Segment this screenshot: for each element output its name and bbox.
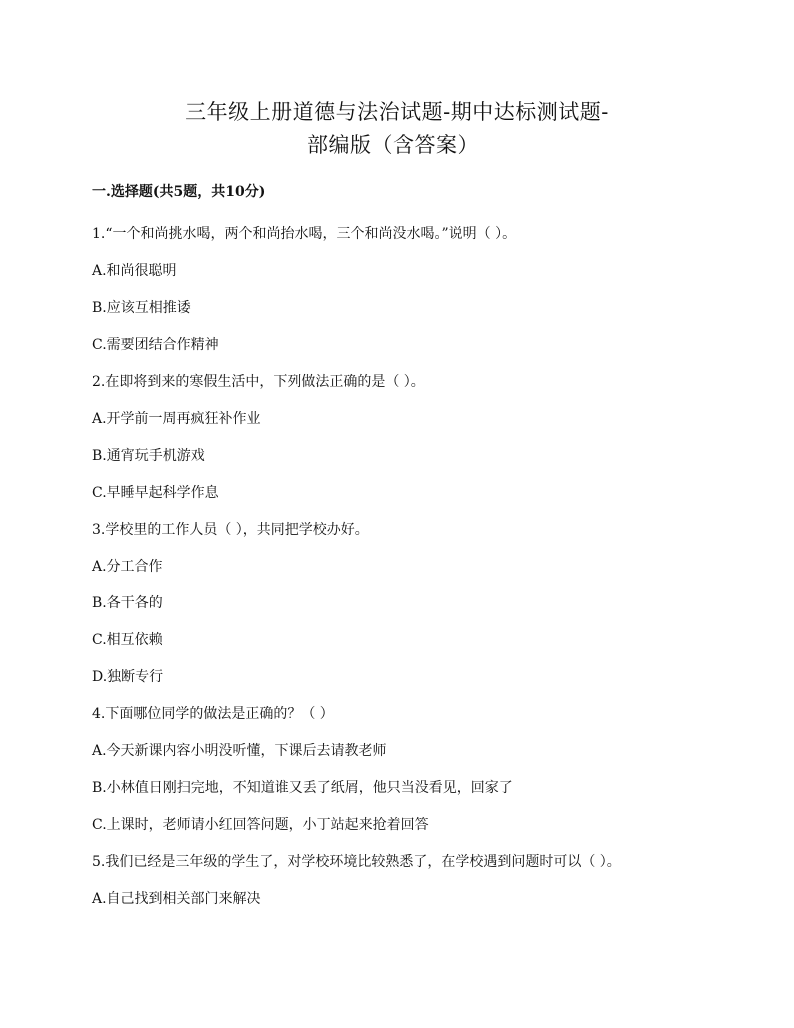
question-4-option-c: C.上课时，老师请小红回答问题，小丁站起来抢着回答 — [92, 817, 429, 833]
question-1-stem: 1.“一个和尚挑水喝，两个和尚抬水喝，三个和尚没水喝。”说明（ ）。 — [92, 226, 517, 242]
question-3-option-b: B.各干各的 — [92, 595, 163, 611]
question-2-option-c: C.早睡早起科学作息 — [92, 485, 219, 501]
question-3-option-d: D.独断专行 — [92, 669, 164, 685]
section-heading: 一.选择题(共5题，共10分) — [92, 184, 266, 200]
document-title-line-1: 三年级上册道德与法治试题-期中达标测试题- — [185, 100, 609, 124]
question-4-stem: 4.下面哪位同学的做法是正确的？（ ） — [92, 706, 334, 722]
question-2-option-b: B.通宵玩手机游戏 — [92, 448, 205, 464]
question-2-option-a: A.开学前一周再疯狂补作业 — [92, 411, 261, 427]
question-3-option-c: C.相互依赖 — [92, 632, 163, 648]
question-1-option-b: B.应该互相推诿 — [92, 300, 191, 316]
question-1-option-a: A.和尚很聪明 — [92, 263, 177, 279]
question-3-option-a: A.分工合作 — [92, 559, 163, 575]
document-title-line-2: 部编版（含答案） — [307, 133, 479, 157]
question-4-option-b: B.小林值日刚扫完地，不知道谁又丢了纸屑，他只当没看见，回家了 — [92, 780, 513, 796]
question-1-option-c: C.需要团结合作精神 — [92, 337, 219, 353]
question-2-stem: 2.在即将到来的寒假生活中，下列做法正确的是（ ）。 — [92, 374, 425, 390]
question-3-stem: 3.学校里的工作人员（ ），共同把学校办好。 — [92, 522, 369, 538]
question-5-option-a: A.自己找到相关部门来解决 — [92, 891, 261, 907]
question-4-option-a: A.今天新课内容小明没听懂，下课后去请教老师 — [92, 743, 387, 759]
question-5-stem: 5.我们已经是三年级的学生了，对学校环境比较熟悉了，在学校遇到问题时可以（ ）。 — [92, 854, 621, 870]
